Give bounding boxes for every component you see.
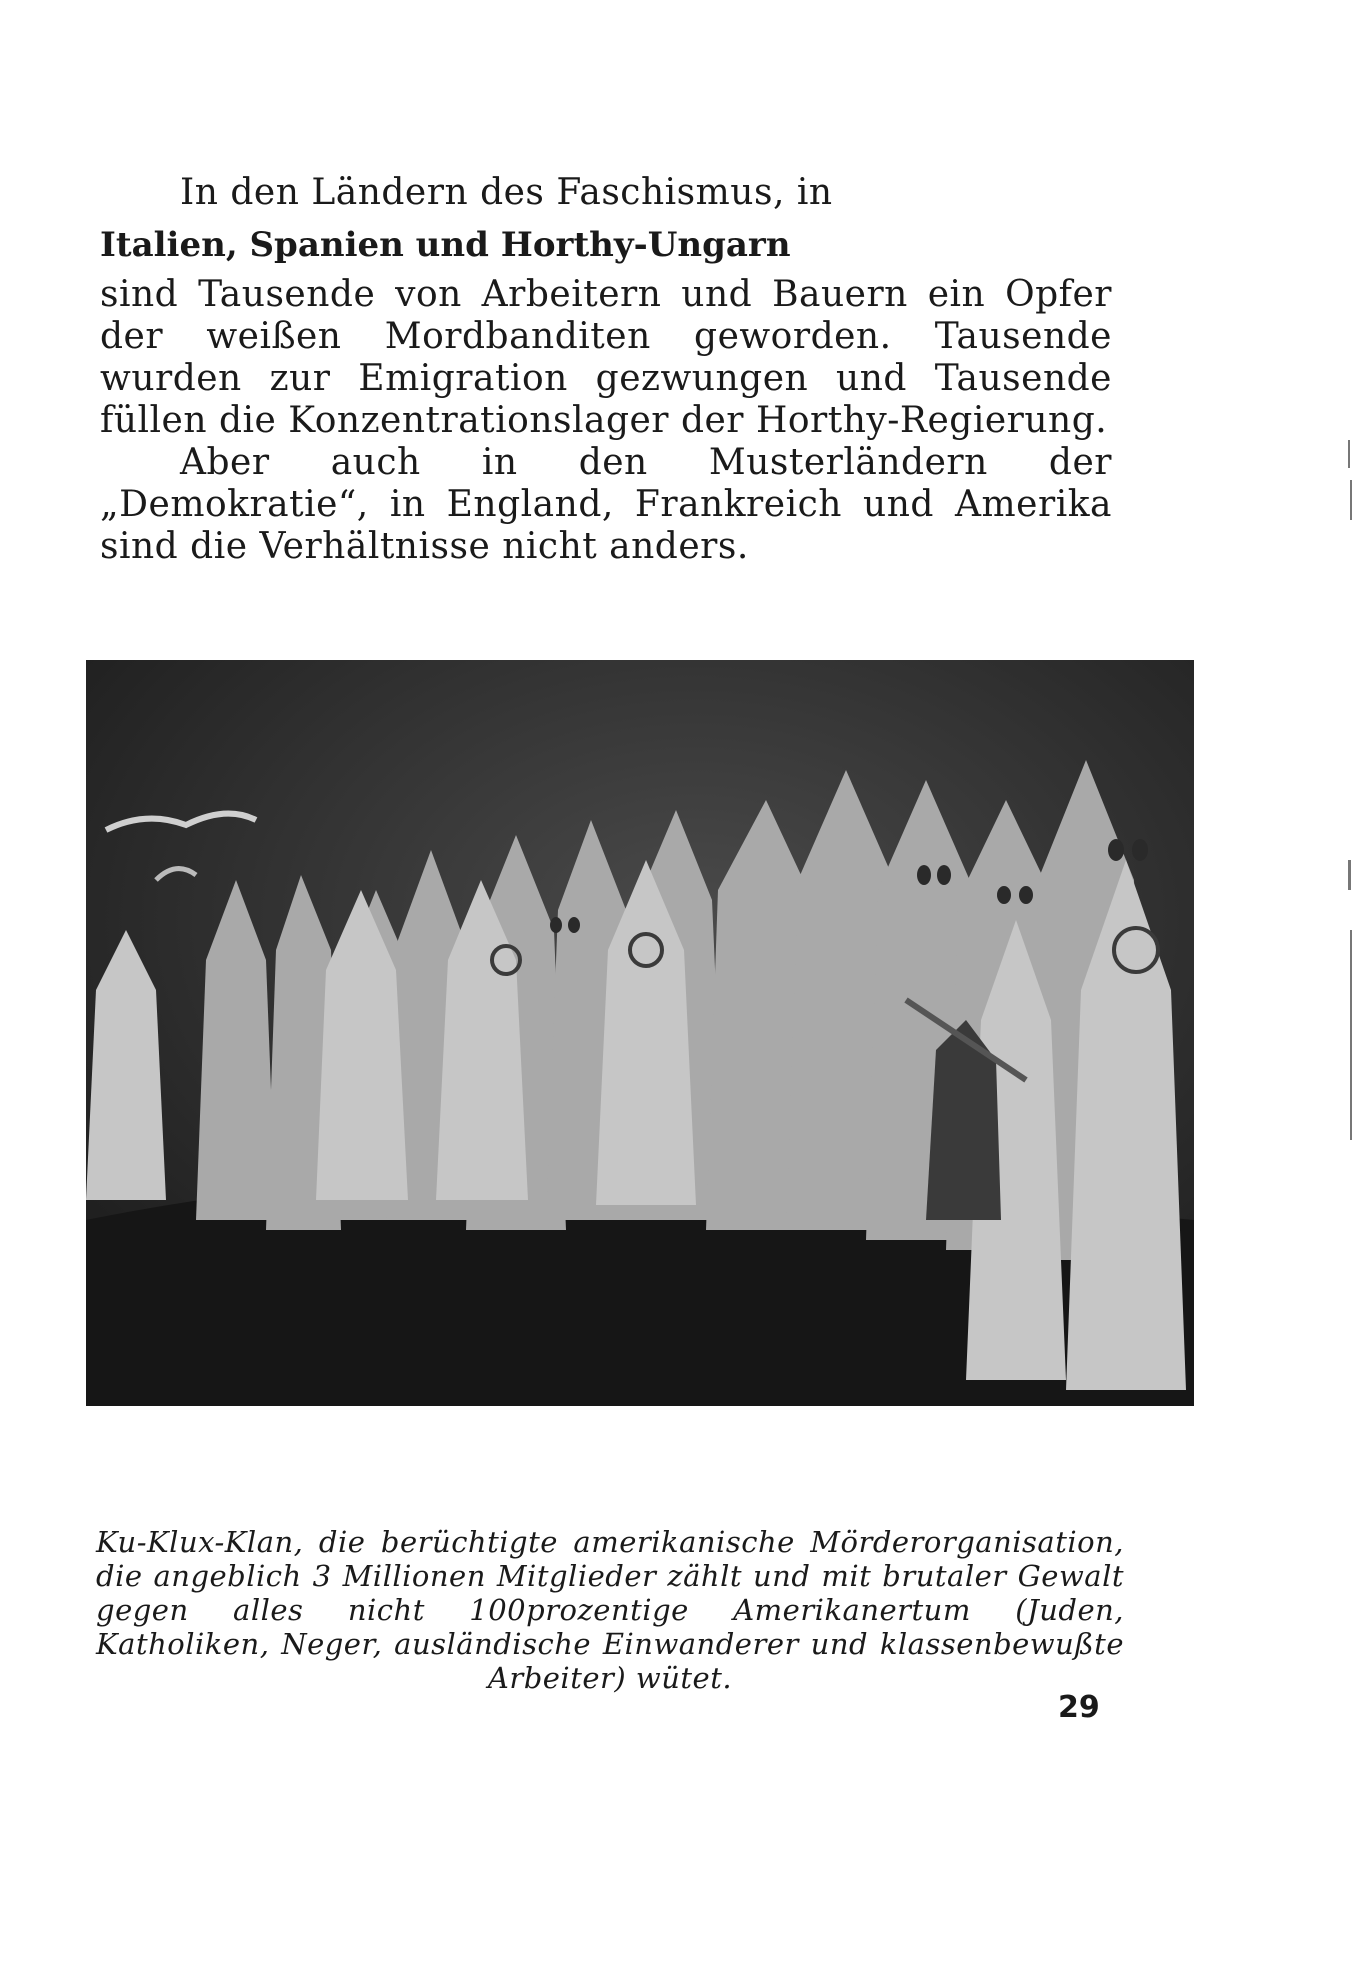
kkk-photograph bbox=[86, 660, 1194, 1406]
scan-speck bbox=[1350, 930, 1352, 1140]
photo-caption: Ku-Klux-Klan, die berüchtigte amerikanische Mörderorganisation, die angeblich 3 Millionen Mitglieder zählt und mit brutaler Gewalt gegen alles nicht 100prozentige Amerikanertum (Juden, Katholiken, Neger, ausländische Einwanderer und klassenbewußte Arbeiter) wütet. bbox=[96, 1525, 1124, 1695]
paragraph-intro: In den Ländern des Faschismus, in bbox=[180, 172, 833, 213]
scan-speck bbox=[1350, 480, 1352, 520]
scan-speck bbox=[1348, 440, 1350, 468]
hooded-figures-icon bbox=[86, 660, 1194, 1406]
paragraph-democracies: Aber auch in den Musterländern der „Demokratie“, in England, Frankreich und Amerika sind die Verhältnisse nicht anders. bbox=[100, 442, 1112, 567]
page-number: 29 bbox=[1058, 1690, 1100, 1725]
body-text bbox=[100, 172, 1112, 568]
paragraph-victims: sind Tausende von Arbeitern und Bauern ein Opfer der weißen Mordbanditen geworden. Tausende wurden zur Emigration gezwungen und Tausende füllen die Konzentrationslager der Horthy-Regierung. bbox=[100, 274, 1112, 441]
section-heading: Italien, Spanien und Horthy-Ungarn bbox=[100, 225, 791, 265]
scan-speck bbox=[1348, 860, 1351, 890]
